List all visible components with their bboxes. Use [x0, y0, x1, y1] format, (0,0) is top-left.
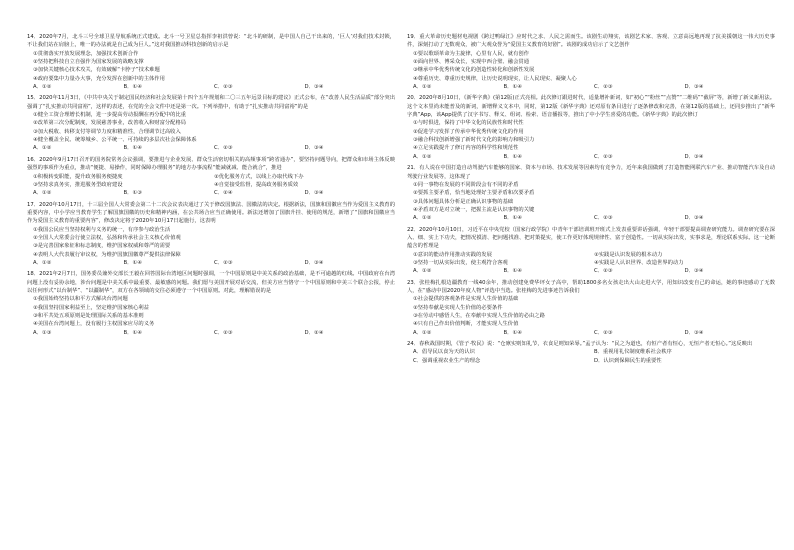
question-stem: 21．有人说在中国打造自动驾驶汽车能够的国家、资本与市场、技术发展等因素均有竞争力，近年来我国做到了打造智能网联汽车产业、推动智能汽车及自动驾驶行业发展等，这体现了 — [407, 165, 775, 180]
question-block — [407, 33, 775, 91]
answer-choice: C．②③ — [594, 268, 613, 275]
statement-option: ④尊重历史、尊重历史规律，让历史说明现实，让人民现实、凝聚人心 — [413, 75, 577, 82]
answer-choice: C．②③ — [214, 84, 233, 91]
answer-choice: D．③④ — [684, 84, 704, 91]
statement-option: ②全国人大常委会行使立法权，弘扬和传承社会主义核心价值观 — [33, 234, 181, 241]
statement-option: C．强调重视农业生产的理念 — [413, 357, 481, 364]
statement-option: ②促进学习发挥了传承中华优秀传统文化的作用 — [413, 128, 524, 135]
statement-option: ①我国始终坚持以和平方式解决台湾问题 — [33, 296, 128, 303]
answer-choice: D．③④ — [304, 145, 324, 152]
statement-option: ④只有自己作出价值判断，才能实现人生价值 — [413, 321, 519, 328]
answer-choices — [27, 83, 395, 91]
answer-choice: A．①② — [413, 329, 432, 336]
statement-option: A．倡导民以食为天的认识 — [413, 349, 475, 356]
statement-pair-row — [27, 181, 395, 189]
answer-choice: B．①③ — [123, 190, 142, 197]
statement-option: ③和平共处五项原则是处理国际关系的基本准则 — [33, 313, 144, 319]
answer-choice: B．①④ — [503, 84, 522, 91]
answer-choice: C．②③ — [594, 84, 613, 91]
statement-option: ①意识的能动作用推动实践的发展 — [413, 251, 492, 258]
answer-choice: B．①④ — [503, 268, 522, 275]
statement-option: ④矛盾双方是对立统一，把握主流是认识事物的关键 — [413, 206, 535, 213]
answer-choice: D．③④ — [684, 268, 704, 275]
statement-option: ④立足实践提升了修订内容的科学性和规范性 — [413, 145, 519, 152]
answer-choice: B．①④ — [123, 84, 142, 91]
question-stem: 16．2020年9月17日召开的国务院常务会议强调，要推进与企业发展、群众生活密切相关的高频事项“跨省通办”，要坚持问题导向，把群众和市场主体反映强烈的事项作为重点，推动“便捷、易操作，同时保障办理服务”的地方办事流程“能减就减、能合就合”，推进 — [27, 156, 395, 172]
answer-choice: A．①② — [33, 259, 52, 266]
statement-option: D．认识到保障民生的重要性 — [594, 357, 662, 364]
statement-option: ③加大税收、转移支付等调节力度和精准性，合理调节过高收入 — [33, 128, 181, 135]
answer-choices — [27, 259, 395, 267]
question-stem: 17．2020年10月17日，十三届全国人大常委会第二十二次会议表决通过了关于修改国旗法、国徽法的决定。根据新法，国旗和国徽应当作为爱国主义教育的重要内容，中小学应当教育学生了解国旗国徽的历史和精神内涵，在公共场合应当正确使用。新法还增加了国旗升挂、使用的规范，新增了“国旗和国徽应当作为爱国主义教育的重要内容”，修改决定将于2020年10月17日起施行，这表明 — [27, 201, 395, 225]
statement-option: ③是完善国家象征和标志制度，维护国家权威和尊严的需要 — [33, 243, 171, 250]
answer-choice: D．③④ — [304, 84, 324, 91]
answer-choices — [407, 214, 775, 222]
question-stem: 14．2020年7月，北斗三号全球卫星导航系统正式建成。北斗一号卫星总指挥李祖洪曾说：“北斗的研制，是中国人自己干出来的，‘巨人’对我们技术封锁，不让我们站在肩膀上，唯一的办法就是自己成为巨人。”这对我国推动科技创新的启示是 — [27, 34, 395, 49]
answer-choice: D．③④ — [684, 215, 704, 222]
answer-choice: B．①④ — [123, 145, 142, 152]
question-stem: 19．重大革命历史题材电视剧《跨过鸭绿江》应时代之求、人民之需而生。该剧生动翔实，该剧艺术家、客观、立意高远地再现了抗美援朝这一伟大历史事件，深刻打动了无数观众，被广大观众誉为“爱国主义教育的好剧”。该剧的成功启示了文艺创作 — [407, 34, 775, 49]
question-stem: 22．2020年10月10日，习近平在中央党校（国家行政学院）中青年干部培训班开班式上发表重要讲话强调，年轻干部要提高调查研究能力。调查研究要在深入、细、实上下功夫，把情况摸清、把问题找准、把对策提实，使工作更好体现规律性、富于创造性。一切从实际出发，实事求是，理论联系实际。这一论断蕴含的哲理是 — [407, 226, 775, 250]
statement-option: ②改革第三次分配制度，发展慈善事业，改善收入和财富分配格局 — [33, 120, 187, 127]
question-block — [27, 270, 395, 337]
statement-option: ①要以歌颂革命为主旋律，心里有人民，就有创作 — [413, 50, 529, 57]
statement-option: ①我国公民应当坚持权利与义务的统一，有序参与政治生活 — [33, 226, 171, 233]
statement-option: ①社会提供的客观条件是实现人生价值的基础 — [413, 296, 519, 303]
answer-choice: A．①② — [413, 268, 432, 275]
statement-option: ②坚持奉献是实现人生价值的必要条件 — [413, 304, 503, 311]
statement-option: ④表明人大代表履行审议权，为维护国旗国徽尊严提供法律保障 — [33, 251, 181, 258]
answer-choice: D．③④ — [684, 153, 704, 160]
statement-option: ②坚持把科技自立自强作为国家发展的战略支撑 — [33, 59, 144, 66]
answer-choice: C．②③ — [214, 145, 233, 152]
question-stem: 18．2021年2月7日，国务委员兼外交部长王毅在回答国际台湾地区问题时强调，一个中国原则是中美关系的政治基础，是不可逾越的红线。中国政府在台湾问题上没有妥协余地，涉台问题是中美关系中最重要、最敏感的问题。我们愿与美国开展对话交流，但美方应当恪守一个中国原则和中美三个联合公报，停止以任何形式“以台制华”、“以疆制华”，双方在各领域的交往必须遵守一个中国原则。对此，理解错误的是 — [27, 271, 395, 294]
answer-choice: D．③④ — [684, 329, 704, 336]
question-block — [407, 94, 775, 161]
right-column — [407, 33, 775, 368]
statement-option: ②实践是认识发展的根本动力 — [594, 251, 663, 258]
answer-choice: A．①② — [33, 84, 52, 91]
answer-choices — [27, 144, 395, 152]
answer-choice: A．①② — [413, 84, 432, 91]
answer-choices — [27, 189, 395, 197]
answer-choice: C．②③ — [594, 153, 613, 160]
statement-option: ③具体问题具体分析是正确认识事物的基础 — [413, 198, 514, 205]
statement-option: ③坚持求真务实，推进服务型政府建设 — [33, 181, 123, 188]
question-stem: 20．2020年8月10日，《新华字典》(第12版)正式亮相。此次修订跟进时代，适量增补新词，如“初心”“粉丝”“点赞”“二维码”“截屏”等，新增了新义新用法。这个文本里尚未能普及的新词，新增释义文本中，同时，第12版《新华字典》还对原有条目进行了逐条修改和完善，在第12版的基础上，还同步推出了“新华字典”App，该App提供了汉字书写、释义、组词、检索、语音播报等，推出了中小学生喜爱的功能。《新华字典》的此次修订 — [407, 95, 775, 119]
statement-pair-row — [407, 348, 775, 356]
statement-option: ②要抓主要矛盾，恰当地处理好主要矛盾和次要矛盾 — [413, 190, 535, 197]
answer-choice: C．②③ — [594, 215, 613, 222]
answer-choice: D．③④ — [304, 259, 324, 266]
answer-choice: A．①② — [33, 145, 52, 152]
question-block — [27, 201, 395, 268]
statement-option: B．重视用礼仪制度维系社会秩序 — [594, 349, 672, 356]
answer-choice: C．②④ — [214, 190, 233, 197]
answer-choices — [407, 267, 775, 275]
answer-choice: B．①④ — [503, 153, 522, 160]
answer-choice: B．①④ — [123, 329, 142, 336]
statement-option: ③加快关键核心技术攻关，有效破解“卡脖子”技术难题 — [33, 67, 160, 74]
answer-choice: A．①③ — [33, 329, 52, 336]
statement-pair-row — [407, 251, 775, 259]
statement-option: ①积极转变职能，提升政务服务便捷度 — [33, 173, 123, 180]
statement-option: ④实践是人认识世界、改造世界的动力 — [594, 259, 684, 266]
answer-choices — [407, 153, 775, 161]
answer-choices — [407, 83, 775, 91]
statement-option: ①健全工资合理增长机制，进一步提高劳动报酬在再分配中的比重 — [33, 112, 187, 119]
statement-option: ①同一事物在发展的不同阶段会有不同的矛盾 — [413, 181, 519, 188]
answer-choice: C．②③ — [594, 329, 613, 336]
answer-choice: A．①② — [33, 190, 52, 197]
statement-option: ③继承中华优秀传统文化的创造性转化和创新性发展 — [413, 67, 535, 74]
statement-option: ④自觉接受监督，提高政务服务质效 — [214, 181, 299, 188]
question-block — [407, 340, 775, 365]
statement-option: ②面向世界、博采众长，实现中西合璧、融会贯通 — [413, 59, 529, 66]
statement-option: ②我国坚持国家利益至上，坚定维护国家核心利益 — [33, 304, 149, 311]
answer-choice: B．①④ — [123, 259, 142, 266]
answer-choice: B．①④ — [503, 215, 522, 222]
answer-choice: D．③④ — [304, 190, 324, 197]
statement-option: ④政府要集中力量办大事，充分发挥在创新中的主体作用 — [33, 75, 165, 82]
question-stem: 15．2020年11月3日，《中共中央关于制定国民经济和社会发展第十四个五年规划和二〇三五年远景目标的建议》正式公布，在“改善人民生活品质”部分突出强调了“扎实推动共同富裕”，这样的表述，在党的全会文件中还是第一次。下列举措中，有助于“扎实推动共同富裕”的是 — [27, 95, 395, 110]
statement-option: ③坚持一切从实际出发，使主观符合客观 — [413, 259, 508, 266]
answer-choice: D．②④ — [304, 329, 324, 336]
answer-choice: A．①② — [413, 153, 432, 160]
statement-option: ④美国在台湾问题上，没有履行主权国家应尽的义务 — [33, 321, 155, 328]
statement-pair-row — [407, 259, 775, 267]
question-block — [27, 156, 395, 198]
answer-choice: B．①④ — [503, 329, 522, 336]
question-stem: 24．春秋战国时期，《管子·牧民》说：“仓廪实则知礼节，衣食足则知荣辱。”孟子认为：“民之为道也，有恒产者有恒心，无恒产者无恒心。”这反映出 — [407, 341, 753, 348]
statement-option: ③融合科技创新增强了新时代文化的影响力和吸引力 — [413, 137, 535, 144]
answer-choices — [407, 329, 775, 337]
statement-option: ③在劳动中感悟人生，在奉献中实现人生价值的必由之路 — [413, 313, 545, 319]
answer-choice: C．②③ — [214, 329, 233, 336]
question-block — [407, 164, 775, 222]
question-stem: 23．张桂梅扎根边疆教育一线40余年，推动创建免费华坪女子高中，帮助1800多名女孩走出大山走进大学，用知识改变自己的命运，她的事迹感动了无数人，在“感动中国2020年度人物”评选中当选。张桂梅的先进事迹告诉我们 — [407, 279, 775, 294]
statement-option: ②优化服务方式，以线上办取代线下办 — [214, 173, 304, 180]
statement-option: ①贯彻落实开放发展理念，加强技术创新合作 — [33, 50, 139, 57]
statement-pair-row — [27, 173, 395, 181]
left-column — [27, 33, 395, 340]
statement-option: ④健全覆盖全民、统筹城乡、公平统一、可持续的多层次社会保障体系 — [33, 137, 197, 144]
statement-option: ①与时俱进，保持了中华文化的民族性和时代性 — [413, 120, 524, 127]
answer-choices — [27, 329, 395, 337]
question-block — [27, 94, 395, 152]
question-block — [27, 33, 395, 91]
question-block — [407, 226, 775, 276]
question-block — [407, 279, 775, 337]
answer-choice: A．①② — [413, 215, 432, 222]
answer-choice: C．②③ — [214, 259, 233, 266]
statement-pair-row — [407, 357, 775, 365]
